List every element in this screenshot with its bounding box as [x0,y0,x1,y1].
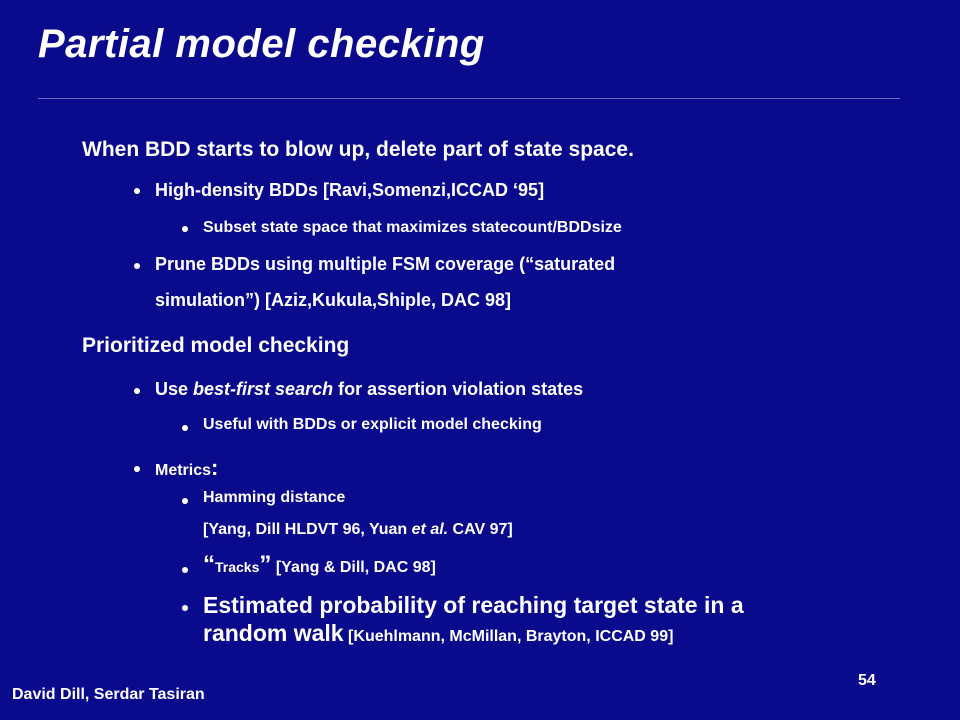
footer-authors: David Dill, Serdar Tasiran [12,686,205,703]
bullet-l2-prune-line2: simulation”) [Aziz,Kukula,Shiple, DAC 98] [155,290,512,310]
bullet-dot-icon [134,388,140,394]
bullet-dot-icon [182,605,188,611]
bullet-l3-estimated-line2: random walk [Kuehlmann, McMillan, Brayton, ICCAD 99] [203,620,674,646]
slide-title: Partial model checking [38,22,485,66]
bullet-dot-icon [182,567,188,573]
title-divider [38,98,900,99]
bullet-dot-icon [182,226,188,232]
bullet-l3-subset: Subset state space that maximizes statecount/BDDsize [203,219,622,236]
bullet-dot-icon [182,498,188,504]
page-number: 54 [858,672,876,689]
bullet-l3-tracks: “Tracks” [Yang & Dill, DAC 98] [203,551,436,578]
bullet-l2-best-first: Use best-first search for assertion violation states [155,379,584,399]
bullet-l3-estimated-line1: Estimated probability of reaching target state in a [203,592,744,618]
bullet-l3-hamming: Hamming distance [203,489,346,506]
bullet-l2-prune-line1: Prune BDDs using multiple FSM coverage (“saturated [155,254,616,274]
bullet-dot-icon [134,466,140,472]
bullet-l1-bdd-blowup: When BDD starts to blow up, delete part of state space. [82,138,634,161]
bullet-dot-icon [182,425,188,431]
bullet-l3-hamming-ref: [Yang, Dill HLDVT 96, Yuan et al. CAV 97] [203,521,513,538]
bullet-l1-prioritized: Prioritized model checking [82,334,350,357]
bullet-l2-metrics: Metrics: [155,455,219,480]
bullet-l2-high-density: High-density BDDs [Ravi,Somenzi,ICCAD ‘95] [155,180,545,200]
bullet-dot-icon [134,188,140,194]
bullet-l3-useful: Useful with BDDs or explicit model checking [203,416,542,433]
bullet-dot-icon [134,263,140,269]
